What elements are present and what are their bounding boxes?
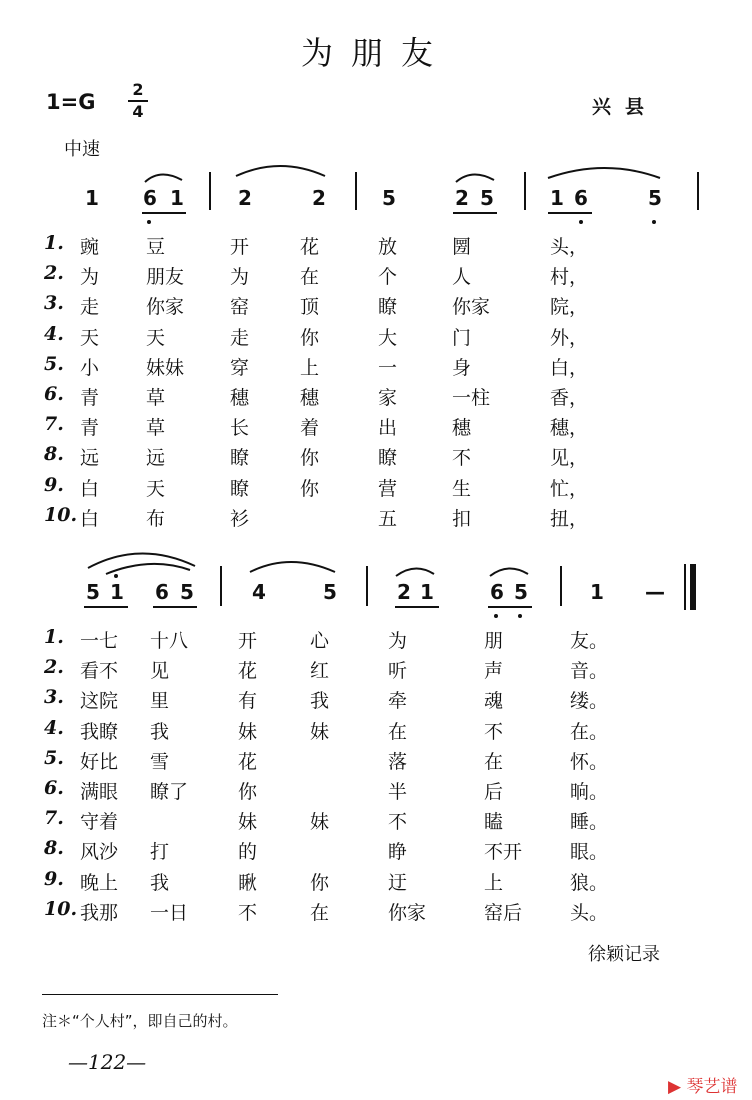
lyric-syllable: 朋友 [146,266,185,289]
lyric-syllable: 扭， [550,507,589,530]
lyric-syllable: 你 [300,447,320,470]
lyric-syllable: 在 [484,750,504,773]
lyric-syllable: 天 [146,326,166,349]
lyric-syllable: 一 [378,356,398,379]
verse-number: 7. [44,413,64,436]
lyric-syllable: 五 [378,507,398,530]
verse-number: 6. [44,383,64,405]
lyric-syllable: 我 [310,690,330,713]
lyric-syllable: 睡。 [570,811,609,834]
note: 5 [86,580,100,604]
slur [145,174,182,182]
lyric-syllable: 为 [230,266,250,289]
lyric-syllable: 在 [388,720,408,743]
verse-number: 5. [44,746,64,769]
lyric-syllable: 在 [300,266,320,289]
note: 1 [590,580,604,604]
lyric-syllable: 我瞭 [80,720,119,743]
lyric-syllable: 上 [484,871,504,894]
lyric-syllable: 头。 [570,901,609,924]
slur [456,174,494,182]
lyric-syllable: 晚上 [80,871,119,894]
tempo-marking: 中速 [64,139,100,160]
verse-number: 10. [44,897,78,920]
lyric-syllable: 迂 [388,871,408,894]
note: 1 [170,186,184,210]
lyric-syllable: 好比 [80,750,119,773]
note: 2 [397,580,411,604]
lyric-syllable: 你家 [388,901,427,924]
lyric-syllable: 开 [230,236,250,258]
lyric-syllable: 友。 [570,630,609,652]
watermark-icon: ▶ [668,1077,682,1097]
note: 5 [323,580,337,604]
lyric-syllable: 圐 [452,236,472,258]
verse-number: 9. [44,473,64,496]
time-sig-top: 2 [132,80,144,99]
lyric-syllable: 十八 [150,630,189,652]
lyric-syllable: 一七 [80,630,119,652]
lyric-syllable: 天 [146,477,166,500]
lyric-syllable: 窑 [230,296,250,319]
recorder-credit: 徐颖记录 [588,944,660,965]
lyric-syllable: 白 [80,507,100,530]
lyric-syllable: 晌。 [570,781,609,803]
lyric-syllable: 我那 [80,901,119,924]
slur [396,568,434,576]
lyric-syllable: 不 [452,447,472,470]
lyric-syllable: 听 [388,660,408,683]
lyric-syllable: 落 [388,750,408,773]
note: 5 [180,580,194,604]
note: 6 [143,186,157,210]
lyric-syllable: 不 [484,720,504,743]
verse-number: 7. [44,807,64,830]
lyric-syllable: 白， [550,356,589,379]
lyric-syllable: 不 [238,901,258,924]
lyric-syllable: 半 [388,781,408,803]
lyric-syllable: 不开 [484,841,523,864]
lyric-syllable: 我 [150,720,170,743]
lyric-syllable: 豆 [146,236,166,258]
watermark-text: 琴艺谱 [686,1077,738,1097]
lyric-syllable: 草 [146,387,166,409]
lyric-syllable: 上 [300,356,320,379]
lyrics-block-1 [0,232,752,532]
lyric-syllable: 香， [550,387,589,409]
note: 4 [252,580,266,604]
lyric-syllable: 瞅 [238,871,258,894]
lyric-syllable: 门 [452,326,472,349]
note: 1 [420,580,434,604]
lyric-syllable: 豌 [80,236,100,258]
lyric-syllable: 着 [300,417,320,440]
lyric-syllable: 村， [550,266,589,289]
lyric-syllable: 瞭 [378,447,398,470]
lyric-syllable: 你 [310,871,330,894]
lyric-syllable: 花 [238,750,258,773]
lyric-syllable: 瞭 [230,447,250,470]
slur [548,168,660,178]
lyric-syllable: 走 [80,296,100,319]
slur [490,568,528,576]
key-signature: 1=G [46,90,96,114]
lyric-syllable: 的 [238,841,258,864]
lyric-syllable: 顶 [300,296,320,319]
note: 5 [514,580,528,604]
lyric-syllable: 你 [300,477,320,500]
note: 5 [648,186,662,210]
lyric-syllable: 长 [230,417,250,440]
lyric-syllable: 睁 [388,841,408,864]
lyric-syllable: 穿 [230,356,250,379]
lyric-syllable: 妹妹 [146,356,185,379]
lyric-syllable: 见 [150,660,170,683]
note: 5 [480,186,494,210]
verse-number: 1. [44,232,64,254]
verse-number: 9. [44,867,64,890]
lyric-syllable: 魂 [484,690,504,713]
note: 6 [155,580,169,604]
note: — [645,580,665,604]
lyric-syllable: 青 [80,417,100,440]
lyric-syllable: 声 [484,660,504,683]
time-sig-bottom: 4 [132,102,144,121]
lyric-syllable: 营 [378,477,398,500]
lyric-syllable: 朋 [484,630,504,652]
lyric-syllable: 一日 [150,901,189,924]
verse-number: 5. [44,352,64,375]
lyric-syllable: 为 [80,266,100,289]
lyric-syllable: 红 [310,660,330,683]
verse-number: 8. [44,837,64,860]
lyric-syllable: 妹 [238,811,258,834]
lyric-syllable: 青 [80,387,100,409]
lyric-syllable: 雪 [150,750,170,773]
verse-number: 3. [44,292,64,315]
footnote: 注＊“个人村”，即自己的村。 [42,1012,238,1030]
lyric-syllable: 穗， [550,417,589,440]
lyric-syllable: 大 [378,326,398,349]
footnote-divider [42,994,278,995]
lyric-syllable: 穗 [452,417,472,440]
lyric-syllable: 在。 [570,720,609,743]
note: 2 [312,186,326,210]
lyric-syllable: 打 [150,841,170,864]
lyric-syllable: 开 [238,630,258,652]
lyric-syllable: 远 [146,447,166,470]
note: 5 [382,186,396,210]
verse-number: 2. [44,656,64,679]
lyric-syllable: 有 [238,690,258,713]
watermark-logo [668,1072,737,1097]
lyric-syllable: 穗 [230,387,250,409]
verse-number: 1. [44,626,64,648]
lyric-syllable: 衫 [230,507,250,530]
lyric-syllable: 怀。 [570,750,609,773]
lyric-syllable: 瞭 [378,296,398,319]
lyric-syllable: 瞌 [484,811,504,834]
lyric-syllable: 你 [238,781,258,803]
lyric-syllable: 妹 [238,720,258,743]
lyric-syllable: 我 [150,871,170,894]
lyric-syllable: 天 [80,326,100,349]
verse-number: 6. [44,777,64,799]
lyric-syllable: 满眼 [80,781,119,803]
lyric-syllable: 布 [146,507,166,530]
lyric-syllable: 家 [378,387,398,409]
lyric-syllable: 看不 [80,660,119,683]
lyric-syllable: 这院 [80,690,119,713]
lyric-syllable: 草 [146,417,166,440]
lyrics-block-2 [0,626,752,926]
lyric-syllable: 生 [452,477,472,500]
lyric-syllable: 你家 [146,296,185,319]
lyric-syllable: 花 [238,660,258,683]
verse-number: 2. [44,262,64,285]
lyric-syllable: 白 [80,477,100,500]
lyric-syllable: 个 [378,266,398,289]
region-label: 兴县 [592,96,659,118]
note: 2 [238,186,252,210]
lyric-syllable: 眼。 [570,841,609,864]
note: 1 [110,580,124,604]
lyric-syllable: 你家 [452,296,491,319]
note: 6 [574,186,588,210]
lyric-syllable: 外， [550,326,589,349]
lyric-syllable: 瞭了 [150,781,189,803]
lyric-syllable: 为 [388,630,408,652]
lyric-syllable: 远 [80,447,100,470]
lyric-syllable: 妹 [310,811,330,834]
lyric-syllable: 狼。 [570,871,609,894]
note: 1 [550,186,564,210]
lyric-syllable: 你 [300,326,320,349]
lyric-syllable: 小 [80,356,100,379]
verse-number: 4. [44,322,64,345]
lyric-syllable: 音。 [570,660,609,683]
lyric-syllable: 花 [300,236,320,258]
lyric-syllable: 头， [550,236,589,258]
lyric-syllable: 见， [550,447,589,470]
verse-number: 3. [44,686,64,709]
lyric-syllable: 守着 [80,811,119,834]
slur [106,564,190,574]
lyric-syllable: 后 [484,781,504,803]
lyric-syllable: 在 [310,901,330,924]
lyric-syllable: 身 [452,356,472,379]
lyric-syllable: 院， [550,296,589,319]
tie [236,166,325,176]
lyric-syllable: 出 [378,417,398,440]
verse-number: 10. [44,503,78,526]
note: 1 [85,186,99,210]
lyric-syllable: 里 [150,690,170,713]
lyric-syllable: 忙， [550,477,589,500]
lyric-syllable: 妹 [310,720,330,743]
verse-number: 8. [44,443,64,466]
lyric-syllable: 不 [388,811,408,834]
lyric-syllable: 扣 [452,507,472,530]
lyric-syllable: 风沙 [80,841,119,864]
lyric-syllable: 缕。 [570,690,609,713]
lyric-syllable: 牵 [388,690,408,713]
note: 6 [490,580,504,604]
tie [250,562,335,572]
lyric-syllable: 一柱 [452,387,491,409]
lyric-syllable: 走 [230,326,250,349]
page-number: —122— [68,1050,147,1074]
lyric-syllable: 瞭 [230,477,250,500]
lyric-syllable: 穗 [300,387,320,409]
note: 2 [455,186,469,210]
lyric-syllable: 心 [310,630,330,652]
lyric-syllable: 放 [378,236,398,258]
lyric-syllable: 窑后 [484,901,523,924]
verse-number: 4. [44,716,64,739]
song-title: 为朋友 [300,34,451,72]
lyric-syllable: 人 [452,266,472,289]
